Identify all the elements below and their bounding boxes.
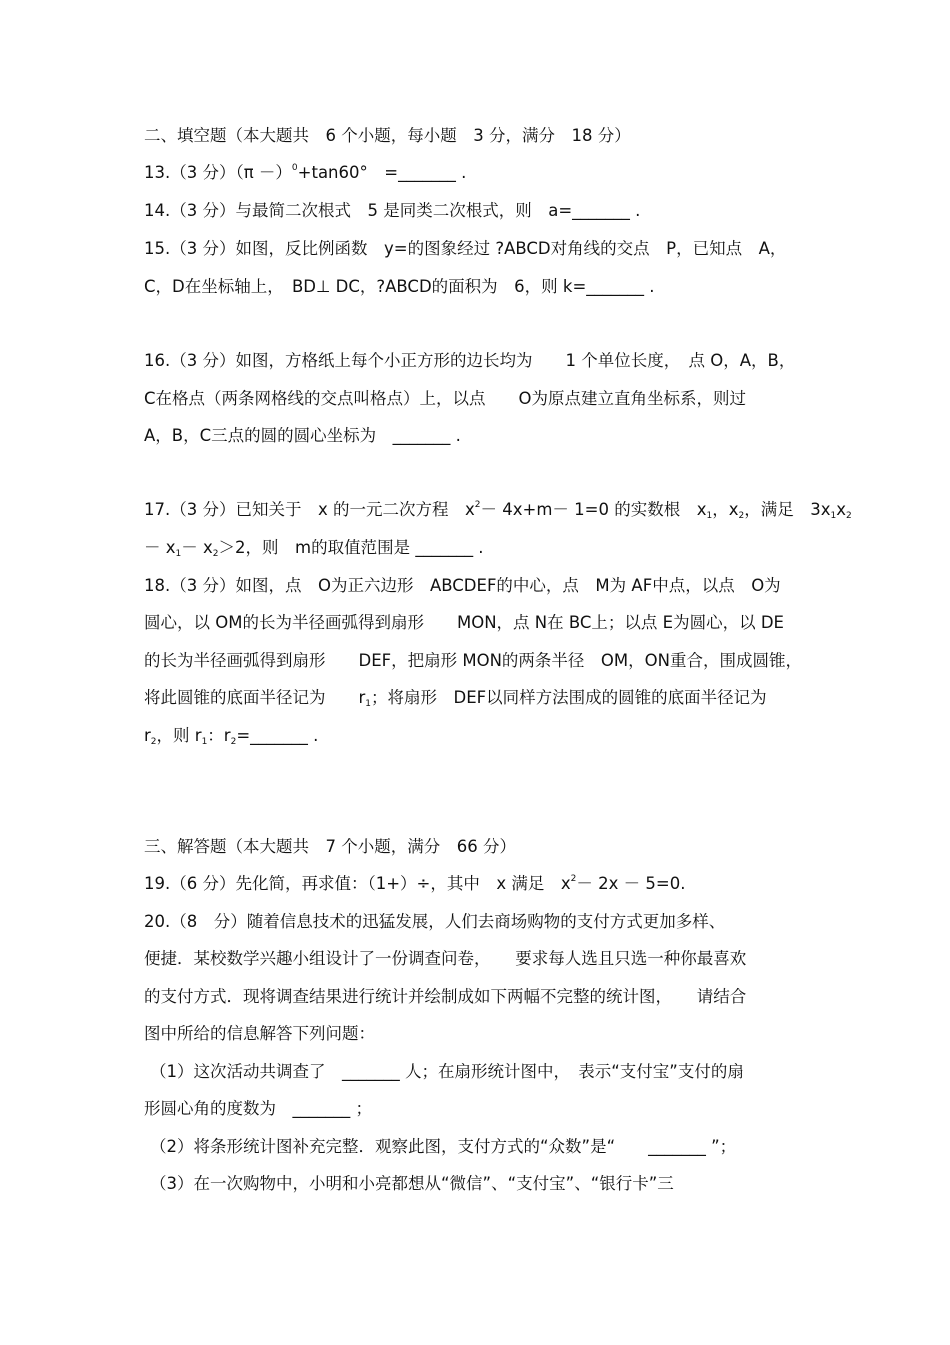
question-16-line2: C在格点（两条网格线的交点叫格点）上，以点 O为原点建立直角坐标系，则过	[144, 389, 747, 408]
question-20-line4: 图中所给的信息解答下列问题：	[144, 1024, 375, 1043]
question-20-line3: 的支付方式．现将调查结果进行统计并绘制成如下两幅不完整的统计图， 请结合	[144, 987, 747, 1006]
question-20-part1-line1: （1）这次活动共调查了 _______ 人；在扇形统计图中， 表示“支付宝”支付的扇	[150, 1062, 744, 1081]
question-14: 14.（3 分）与最简二次根式 5 是同类二次根式，则 a=_______ .	[144, 201, 641, 220]
question-15-line1: 15.（3 分）如图，反比例函数 y=的图象经过 ?ABCD对角线的交点 P，已知点 A，	[144, 239, 787, 258]
question-20-part1-line2: 形圆心角的度数为 _______ ；	[144, 1099, 372, 1118]
question-13: 13.（3 分）$(\pi -)^0+\tan 60^\circ$ =_______ .	[144, 163, 467, 182]
question-18-line3: 的长为半径画弧得到扇形 DEF，把扇形 MON的两条半径 OM，ON重合，围成圆锥，	[144, 651, 802, 670]
question-18-line4: 将此圆锥的底面半径记为 r1；将扇形 DEF以同样方法围成的圆锥的底面半径记为	[144, 688, 767, 709]
question-18-line1: 18.（3 分）如图，点 O为正六边形 ABCDEF的中心，点 M为 AF中点，以点 O为	[144, 576, 781, 595]
question-16-line1: 16.（3 分）如图，方格纸上每个小正方形的边长均为 1 个单位长度， 点 O，A，B，	[144, 351, 796, 370]
question-17-line2: － x1－ x2＞2，则 m的取值范围是 _______ .	[144, 538, 484, 559]
question-20-line2: 便捷．某校数学兴趣小组设计了一份调查问卷， 要求每人选且只选一种你最喜欢	[144, 949, 747, 968]
question-18-line5: r2，则 r1：r2=_______ .	[144, 726, 319, 747]
section2-heading: 二、填空题（本大题共 6 个小题，每小题 3 分，满分 18 分）	[144, 126, 631, 145]
question-19: 19.（6 分）先化简，再求值：（1+）÷，其中 x 满足 $x^2- 2x - 5=0$.	[144, 874, 686, 893]
question-20-line1: 20.（8 分）随着信息技术的迅猛发展，人们去商场购物的支付方式更加多样、	[144, 912, 726, 931]
question-16-line3: A，B，C三点的圆的圆心坐标为 _______ .	[144, 426, 461, 445]
section3-heading: 三、解答题（本大题共 7 个小题，满分 66 分）	[144, 837, 516, 856]
question-18-line2: 圆心，以 OM的长为半径画弧得到扇形 MON，点 N在 BC上；以点 E为圆心，以 DE	[144, 613, 784, 632]
question-20-part2: （2）将条形统计图补充完整．观察此图，支付方式的“众数”是“ _______ ”；	[150, 1137, 737, 1156]
question-15-line2: C，D在坐标轴上， BD⊥ DC，?ABCD的面积为 6，则 k=_______ .	[144, 277, 655, 296]
question-20-part3: （3）在一次购物中，小明和小亮都想从“微信”、“支付宝”、“银行卡”三	[150, 1174, 674, 1193]
question-17-line1: 17.（3 分）已知关于 x 的一元二次方程 $x^2- 4x+m- 1=0$ 的实数根 x1，x2，满足 3x1x2	[144, 500, 852, 521]
